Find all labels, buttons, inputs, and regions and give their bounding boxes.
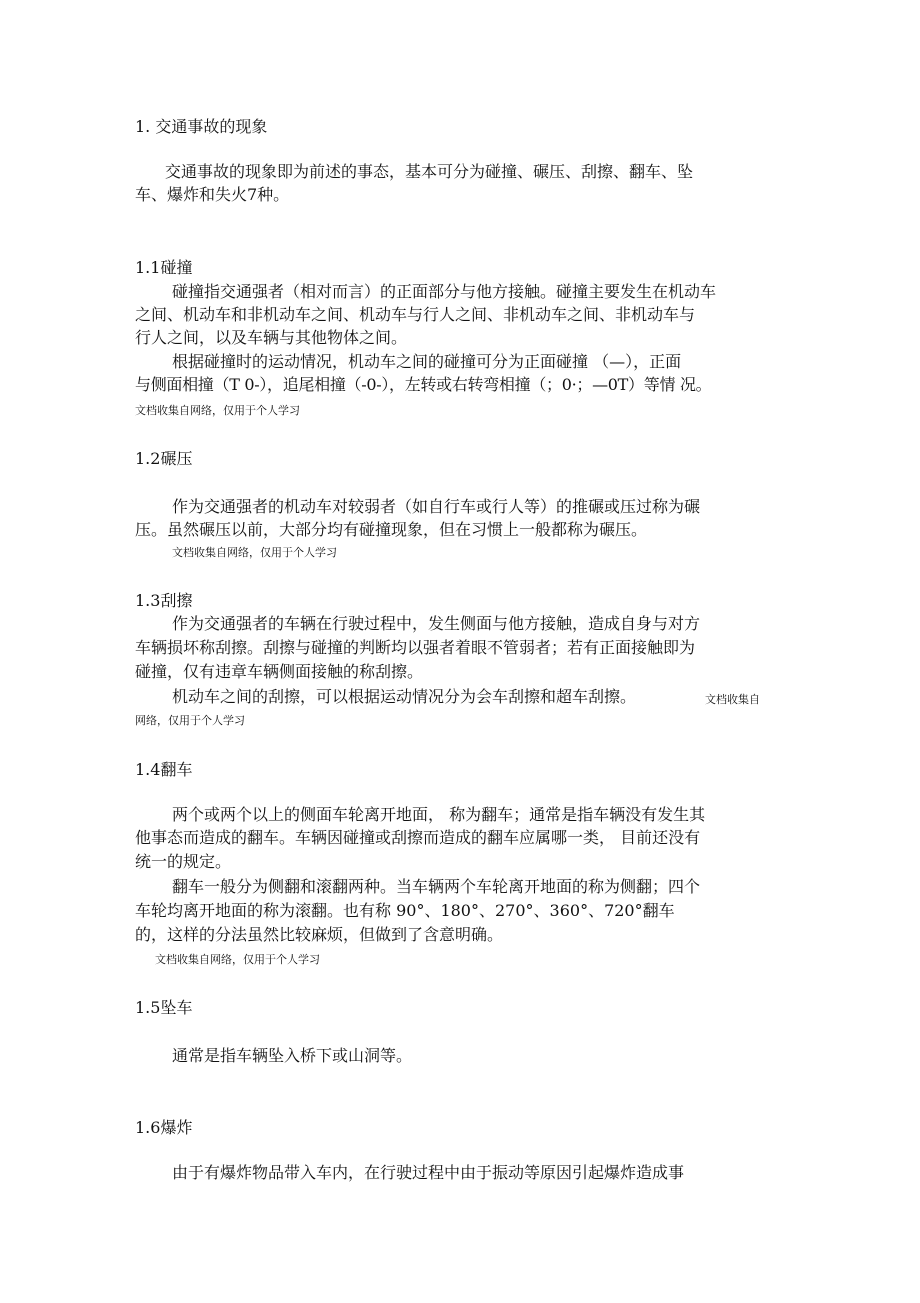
watermark-note: 文档收集自 [705, 693, 760, 706]
watermark-note: 网络，仅用于个人学习 [135, 714, 245, 727]
paragraph-line: 行人之间，以及车辆与其他物体之间。 [135, 328, 408, 347]
paragraph-line: 机动车之间的刮擦，可以根据运动情况分为会车刮擦和超车刮擦。 [172, 687, 637, 706]
section-heading: 1.3刮擦 [135, 591, 193, 610]
section-heading: 1.6爆炸 [135, 1118, 193, 1137]
paragraph-line: 碰撞指交通强者（相对而言）的正面部分与他方接触。碰撞主要发生在机动车 [172, 282, 717, 301]
paragraph-line: 车辆损坏称刮擦。刮擦与碰撞的判断均以强者着眼不管弱者；若有正面接触即为 [135, 638, 696, 657]
paragraph-line: 车轮均离开地面的称为滚翻。也有称 90°、180°、270°、360°、720°翻车 [135, 901, 675, 920]
watermark-note: 文档收集自网络，仅用于个人学习 [172, 546, 337, 559]
section-heading: 1.1碰撞 [135, 258, 193, 277]
paragraph-line: 之间、机动车和非机动车之间、机动车与行人之间、非机动车之间、非机动车与 [135, 305, 696, 324]
paragraph-line: 压。虽然碾压以前，大部分均有碰撞现象，但在习惯上一般都称为碾压。 [135, 520, 648, 539]
section-heading: 1.5坠车 [135, 998, 193, 1017]
paragraph-line: 翻车一般分为侧翻和滚翻两种。当车辆两个车轮离开地面的称为侧翻；四个 [172, 877, 701, 896]
section-heading: 1.2碾压 [135, 449, 193, 468]
paragraph-line: 作为交通强者的机动车对较弱者（如自行车或行人等）的推碾或压过称为碾 [172, 497, 701, 516]
paragraph-line: 碰撞，仅有违章车辆侧面接触的称刮擦。 [135, 662, 424, 681]
paragraph-line: 通常是指车辆坠入桥下或山洞等。 [172, 1046, 413, 1065]
section-heading: 1.4翻车 [135, 760, 193, 779]
paragraph-line: 交通事故的现象即为前述的事态，基本可分为碰撞、碾压、刮擦、翻车、坠 [165, 162, 694, 181]
watermark-note: 文档收集自网络，仅用于个人学习 [135, 404, 300, 417]
paragraph-line: 作为交通强者的车辆在行驶过程中，发生侧面与他方接触，造成自身与对方 [172, 614, 701, 633]
watermark-note: 文档收集自网络，仅用于个人学习 [155, 953, 320, 966]
paragraph-line: 由于有爆炸物品带入车内，在行驶过程中由于振动等原因引起爆炸造成事 [172, 1163, 685, 1182]
paragraph-line: 根据碰撞时的运动情况，机动车之间的碰撞可分为正面碰撞 （—），正面 [172, 352, 682, 371]
paragraph-line: 车、爆炸和失火7种。 [135, 185, 290, 204]
paragraph-line: 两个或两个以上的侧面车轮离开地面， 称为翻车；通常是指车辆没有发生其 [172, 805, 706, 824]
paragraph-line: 的，这样的分法虽然比较麻烦，但做到了含意明确。 [135, 925, 504, 944]
paragraph-line: 与侧面相撞（T 0-），追尾相撞（-0-），左转或右转弯相撞（；0·；—0T）等情 况。 [135, 375, 712, 394]
paragraph-line: 他事态而造成的翻车。车辆因碰撞或刮擦而造成的翻车应属哪一类， 目前还没有 [135, 828, 701, 847]
section-title: 1. 交通事故的现象 [135, 117, 268, 136]
paragraph-line: 统一的规定。 [135, 852, 232, 871]
